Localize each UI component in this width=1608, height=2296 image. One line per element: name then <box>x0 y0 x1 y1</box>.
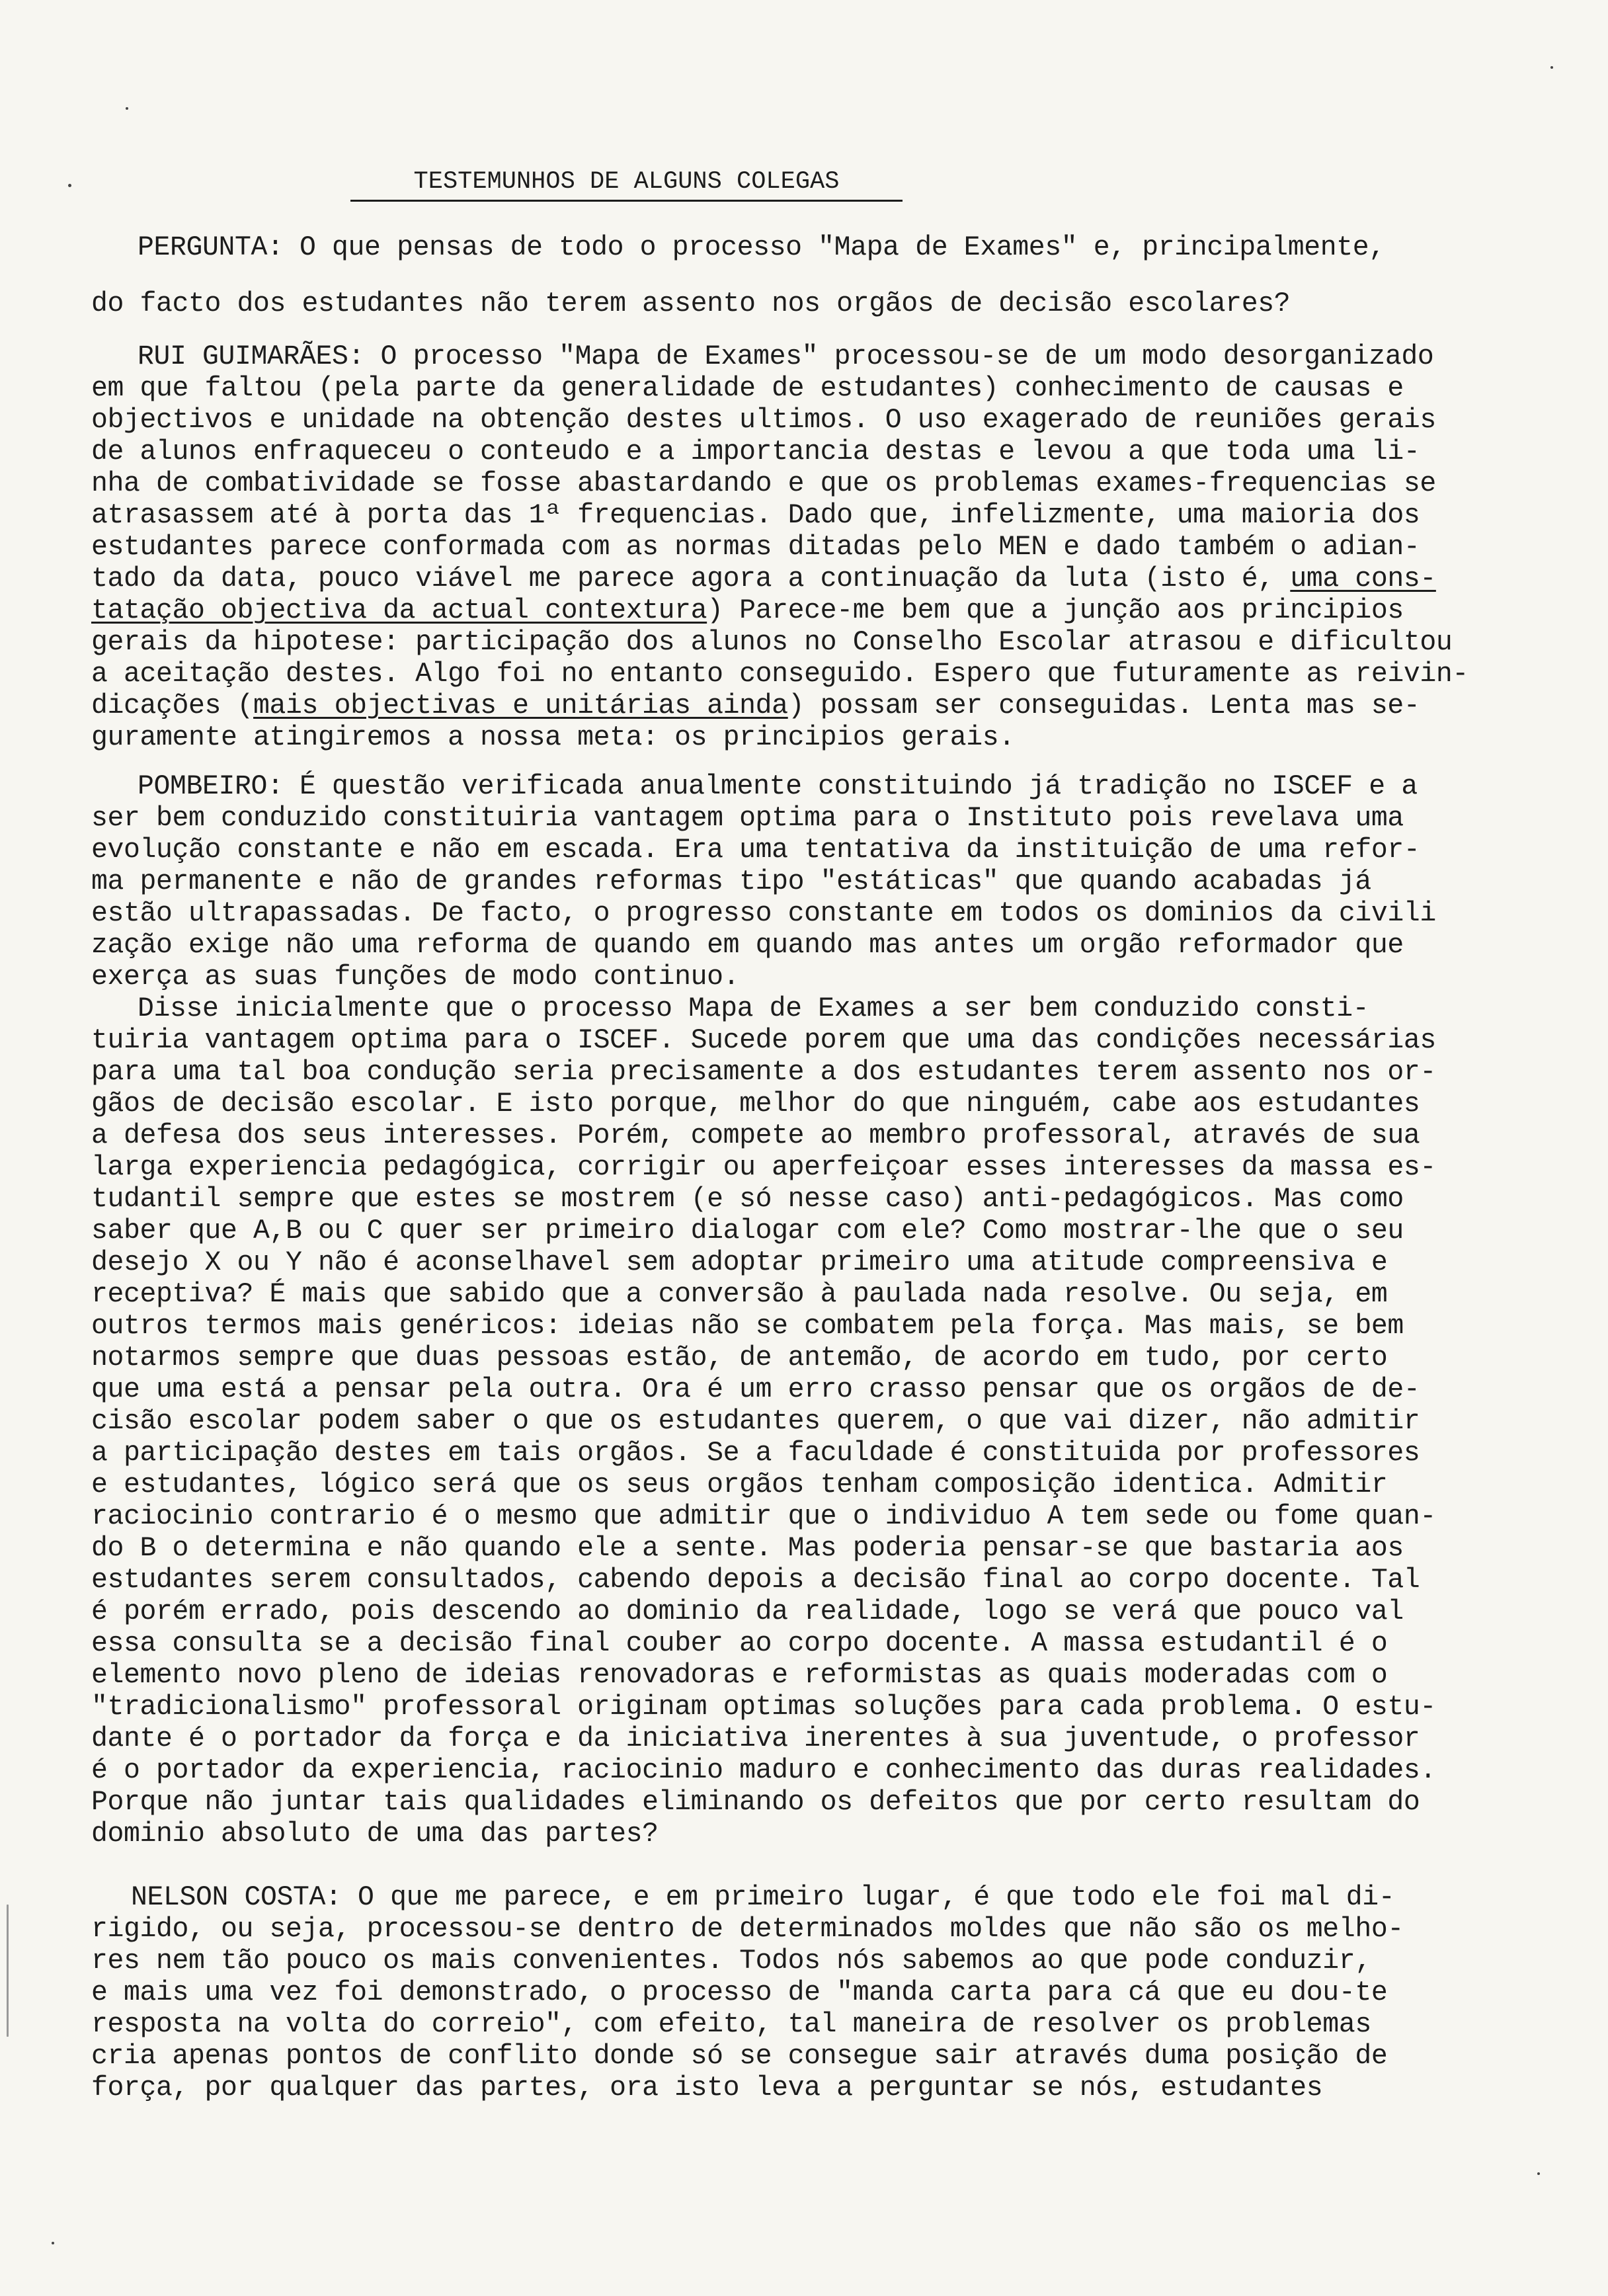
underlined-text: uma cons- <box>1290 563 1436 594</box>
document-title: TESTEMUNHOS DE ALGUNS COLEGAS <box>350 165 903 202</box>
text-run: objectivos e unidade na obtenção destes ultimos. O uso exagerado de reuniões gerais <box>91 405 1436 436</box>
text-line <box>91 2041 1387 2072</box>
text-line <box>91 659 1468 690</box>
text-line <box>91 405 1436 436</box>
text-run: PERGUNTA: O que pensas de todo o processo "Mapa de Exames" e, principalmente, <box>138 232 1385 263</box>
text-line <box>91 1596 1404 1628</box>
text-run: e mais uma vez foi demonstrado, o processo de "manda carta para cá que eu dou-te <box>91 1977 1388 2008</box>
scan-speck <box>1537 2172 1540 2175</box>
text-run: ma permanente e não de grandes reformas tipo "estáticas" que quando acabadas já <box>91 866 1371 897</box>
text-run: e estudantes, lógico será que os seus orgãos tenham composição identica. Admitir <box>91 1469 1388 1500</box>
text-run: estudantes parece conformada com as normas ditadas pelo MEN e dado também o adian- <box>91 532 1420 563</box>
text-line <box>91 500 1420 532</box>
text-run: é porém errado, pois descendo ao dominio da realidade, logo se verá que pouco val <box>91 1596 1404 1627</box>
text-line <box>91 627 1452 659</box>
text-run: atrasassem até à porta das 1ª frequencias. Dado que, infelizmente, uma maioria dos <box>91 500 1420 531</box>
text-run: desejo X ou Y não é aconselhavel sem adoptar primeiro uma atitude compreensiva e <box>91 1247 1388 1278</box>
text-line <box>91 1565 1420 1596</box>
text-line <box>91 1342 1387 1374</box>
text-run: POMBEIRO: É questão verificada anualmente constituindo já tradição no ISCEF e a <box>138 771 1418 802</box>
text-line <box>91 1406 1420 1438</box>
text-line <box>91 1660 1387 1692</box>
text-run: tado da data, pouco viável me parece agora a continuação da luta (isto é, <box>91 563 1291 594</box>
text-line <box>91 1977 1387 2009</box>
text-line <box>91 1628 1387 1660</box>
text-run: a participação destes em tais orgãos. Se a faculdade é constituida por professores <box>91 1438 1420 1469</box>
text-run: que uma está a pensar pela outra. Ora é um erro crasso pensar que os orgãos de de- <box>91 1374 1420 1405</box>
scan-speck <box>126 107 128 110</box>
scan-speck <box>68 184 71 187</box>
text-run: cisão escolar podem saber o que os estudantes querem, o que vai dizer, não admitir <box>91 1406 1420 1437</box>
text-line <box>138 232 1385 264</box>
text-line <box>91 1787 1420 1819</box>
text-line <box>131 1882 1394 1914</box>
text-run: "tradicionalismo" professoral originam optimas soluções para cada problema. O estu- <box>91 1692 1436 1723</box>
text-run: larga experiencia pedagógica, corrigir ou aperfeiçoar esses interesses da massa es- <box>91 1152 1436 1183</box>
text-run: exerça as suas funções de modo continuo. <box>91 962 740 993</box>
text-line <box>91 1692 1436 1723</box>
text-line <box>91 1438 1420 1469</box>
text-line <box>91 866 1371 898</box>
text-line <box>91 1152 1436 1184</box>
text-run: resposta na volta do correio", com efeito, tal maneira de resolver os problemas <box>91 2009 1371 2040</box>
text-line <box>91 1120 1420 1152</box>
text-line <box>91 1057 1436 1088</box>
text-line <box>91 1279 1387 1311</box>
text-line <box>91 1914 1404 1946</box>
text-line <box>91 2009 1371 2041</box>
text-line <box>91 1819 659 1850</box>
text-run: tudantil sempre que estes se mostrem (e só nesse caso) anti-pedagógicos. Mas como <box>91 1184 1404 1215</box>
text-line <box>91 1184 1404 1215</box>
text-run: para uma tal boa condução seria precisamente a dos estudantes terem assento nos or- <box>91 1057 1436 1088</box>
underlined-text: mais objectivas e unitárias ainda <box>253 690 788 721</box>
text-run: dicações ( <box>91 690 254 721</box>
scan-speck <box>1550 66 1553 69</box>
text-run: NELSON COSTA: O que me parece, e em primeiro lugar, é que todo ele foi mal di- <box>131 1882 1395 1913</box>
text-line <box>91 2072 1322 2104</box>
text-line <box>91 1946 1371 1977</box>
underlined-text: tatação objectiva da actual contextura <box>91 595 707 626</box>
text-run: estudantes serem consultados, cabendo depois a decisão final ao corpo docente. Tal <box>91 1565 1420 1596</box>
text-run: notarmos sempre que duas pessoas estão, de antemão, de acordo em tudo, por certo <box>91 1342 1388 1374</box>
text-run: outros termos mais genéricos: ideias não se combatem pela força. Mas mais, se bem <box>91 1311 1404 1342</box>
text-run: estão ultrapassadas. De facto, o progresso constante em todos os dominios da civili <box>91 898 1436 929</box>
text-line <box>91 962 739 993</box>
text-run: ) Parece-me bem que a junção aos principios <box>707 595 1404 626</box>
text-line <box>91 1723 1420 1755</box>
text-line <box>91 690 1420 722</box>
text-run: elemento novo pleno de ideias renovadoras e reformistas as quais moderadas com o <box>91 1660 1388 1691</box>
text-run: nha de combatividade se fosse abastardando e que os problemas exames-frequencias se <box>91 468 1436 499</box>
text-line <box>91 1247 1387 1279</box>
text-line <box>138 993 1369 1025</box>
scan-edge-mark <box>7 1905 9 2037</box>
text-line <box>91 563 1436 595</box>
text-run: Porque não juntar tais qualidades eliminando os defeitos que por certo resultam do <box>91 1787 1420 1818</box>
text-run: de alunos enfraqueceu o conteudo e a importancia destas e levou a que toda uma li- <box>91 436 1420 468</box>
text-run: é o portador da experiencia, raciocinio maduro e conhecimento das duras realidades. <box>91 1755 1436 1786</box>
text-run: força, por qualquer das partes, ora isto leva a perguntar se nós, estudantes <box>91 2072 1323 2104</box>
text-run: res nem tão pouco os mais convenientes. Todos nós sabemos ao que pode conduzir, <box>91 1946 1371 1977</box>
text-line <box>138 771 1418 803</box>
text-line <box>91 930 1404 962</box>
text-line <box>91 373 1404 405</box>
text-run: ser bem conduzido constituiria vantagem optima para o Instituto pois revelava uma <box>91 803 1404 834</box>
text-run: a aceitação destes. Algo foi no entanto conseguido. Espero que futuramente as reivin- <box>91 659 1468 690</box>
text-line <box>91 1469 1387 1501</box>
text-run: a defesa dos seus interesses. Porém, compete ao membro professoral, através de sua <box>91 1120 1420 1151</box>
text-line <box>91 1755 1436 1787</box>
text-run: evolução constante e não em escada. Era uma tentativa da instituição de uma refor- <box>91 835 1420 866</box>
text-run: RUI GUIMARÃES: O processo "Mapa de Exames" processou-se de um modo desorganizado <box>138 341 1434 372</box>
text-run: guramente atingiremos a nossa meta: os principios gerais. <box>91 722 1015 753</box>
text-run: cria apenas pontos de conflito donde só se consegue sair através duma posição de <box>91 2041 1388 2072</box>
text-run: do facto dos estudantes não terem assento nos orgãos de decisão escolares? <box>91 288 1291 319</box>
text-run: dante é o portador da força e da iniciativa inerentes à sua juventude, o professor <box>91 1723 1420 1754</box>
text-run: saber que A,B ou C quer ser primeiro dialogar com ele? Como mostrar-lhe que o seu <box>91 1215 1404 1247</box>
text-line <box>91 1501 1436 1533</box>
text-run: em que faltou (pela parte da generalidade de estudantes) conhecimento de causas e <box>91 373 1404 404</box>
text-run: dominio absoluto de uma das partes? <box>91 1819 659 1850</box>
text-line <box>91 532 1420 563</box>
text-run: Disse inicialmente que o processo Mapa de Exames a ser bem conduzido consti- <box>138 993 1369 1024</box>
text-line <box>91 595 1404 627</box>
text-line <box>91 1311 1404 1342</box>
text-line <box>91 1215 1404 1247</box>
text-line <box>91 898 1436 930</box>
text-run: tuiria vantagem optima para o ISCEF. Sucede porem que uma das condições necessárias <box>91 1025 1436 1056</box>
text-line <box>91 1025 1436 1057</box>
text-line <box>91 288 1290 320</box>
text-line <box>91 835 1420 866</box>
text-run: gerais da hipotese: participação dos alunos no Conselho Escolar atrasou e dificultou <box>91 627 1453 658</box>
text-run: gãos de decisão escolar. E isto porque, melhor do que ninguém, cabe aos estudantes <box>91 1088 1420 1120</box>
text-run: receptiva? É mais que sabido que a conversão à paulada nada resolve. Ou seja, em <box>91 1279 1388 1310</box>
text-run: rigido, ou seja, processou-se dentro de determinados moldes que não são os melho- <box>91 1914 1404 1945</box>
text-line <box>138 341 1433 373</box>
text-line <box>91 1088 1420 1120</box>
scan-speck <box>52 2242 54 2244</box>
text-run: ) possam ser conseguidas. Lenta mas se- <box>787 690 1420 721</box>
text-line <box>91 803 1404 835</box>
text-line <box>91 722 1015 754</box>
text-run: do B o determina e não quando ele a sente. Mas poderia pensar-se que bastaria aos <box>91 1533 1404 1564</box>
text-line <box>91 436 1420 468</box>
text-line <box>91 468 1436 500</box>
text-line <box>91 1533 1404 1565</box>
text-line <box>91 1374 1420 1406</box>
text-run: zação exige não uma reforma de quando em quando mas antes um orgão reformador que <box>91 930 1404 961</box>
text-run: essa consulta se a decisão final couber ao corpo docente. A massa estudantil é o <box>91 1628 1388 1659</box>
text-run: raciocinio contrario é o mesmo que admitir que o individuo A tem sede ou fome quan- <box>91 1501 1436 1532</box>
